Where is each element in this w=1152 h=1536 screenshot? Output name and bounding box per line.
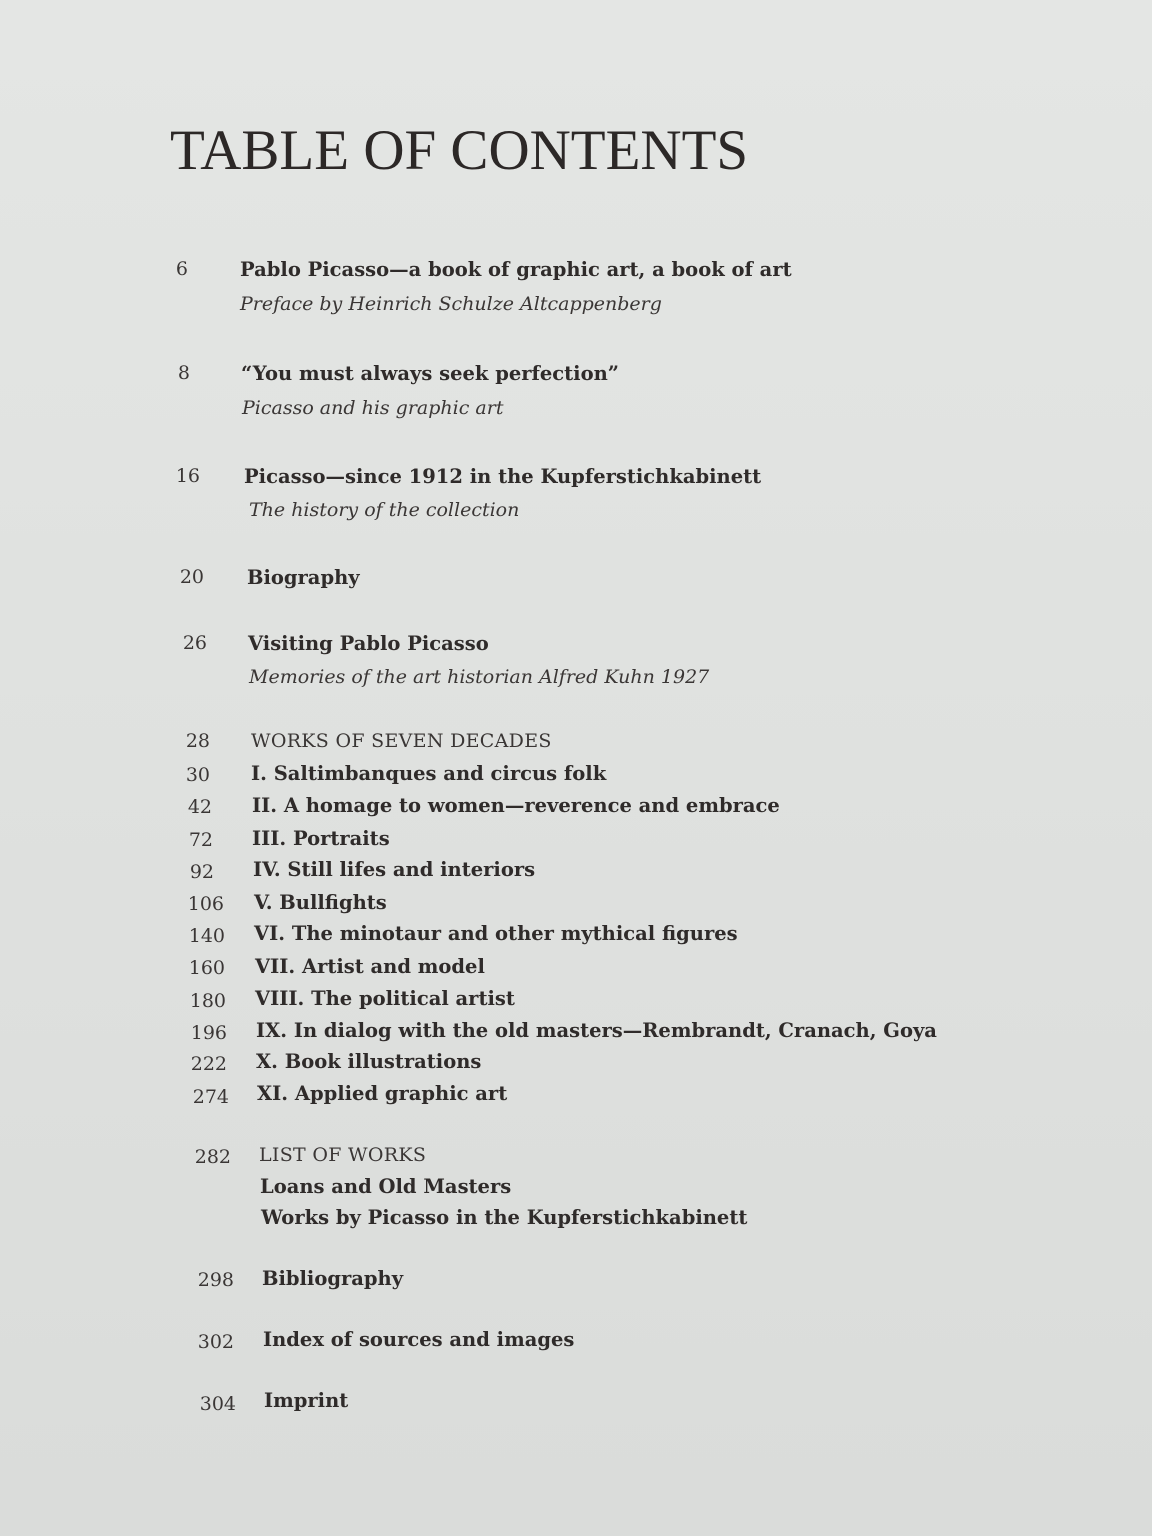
entry-subtitle: Preface by Heinrich Schulze Altcappenberg <box>240 293 662 315</box>
entry-title: III. Portraits <box>252 827 390 850</box>
section-heading: LIST OF WORKS <box>259 1144 427 1166</box>
page-number: 28 <box>185 730 210 752</box>
section-heading: WORKS OF SEVEN DECADES <box>251 730 552 752</box>
page-number: 180 <box>189 990 226 1012</box>
page-number: 92 <box>189 861 214 883</box>
page-number: 6 <box>175 258 188 280</box>
entry-title: X. Book illustrations <box>256 1050 482 1073</box>
page-number: 106 <box>187 893 224 915</box>
page-number: 222 <box>190 1053 227 1075</box>
page-number: 42 <box>187 796 212 818</box>
page-number: 298 <box>197 1269 234 1291</box>
entry-title: Pablo Picasso—a book of graphic art, a book of art <box>240 258 792 281</box>
entry-title: Index of sources and images <box>263 1328 575 1351</box>
page-number: 196 <box>190 1022 227 1044</box>
entry-title: VII. Artist and model <box>255 955 485 978</box>
page-number: 20 <box>179 566 204 588</box>
entry-title: V. Bullfights <box>254 891 387 914</box>
page-number: 8 <box>177 362 190 384</box>
entry-subtitle: Picasso and his graphic art <box>242 397 504 419</box>
page-number: 274 <box>192 1086 229 1108</box>
section-line: Works by Picasso in the Kupferstichkabinett <box>261 1206 748 1229</box>
entry-title: VI. The minotaur and other mythical figures <box>254 922 738 945</box>
entry-title: VIII. The political artist <box>255 987 515 1010</box>
entry-title: I. Saltimbanques and circus folk <box>251 762 607 785</box>
entry-title: Biography <box>247 566 360 589</box>
page-number: 302 <box>197 1331 234 1353</box>
page-number: 282 <box>194 1146 231 1168</box>
entry-subtitle: Memories of the art historian Alfred Kuhn 1927 <box>249 666 710 688</box>
page-number: 140 <box>188 925 225 947</box>
page-number: 304 <box>199 1393 236 1415</box>
page-number: 16 <box>175 465 200 487</box>
entry-subtitle: The history of the collection <box>249 499 520 521</box>
entry-title: IX. In dialog with the old masters—Rembrandt, Cranach, Goya <box>256 1019 937 1042</box>
entry-title: Bibliography <box>262 1267 404 1290</box>
page-number: 72 <box>188 829 213 851</box>
entry-title: “You must always seek perfection” <box>241 362 619 385</box>
page-number: 26 <box>182 632 207 654</box>
entry-title: II. A homage to women—reverence and embrace <box>252 794 780 817</box>
entry-title: XI. Applied graphic art <box>257 1082 508 1105</box>
page-number: 160 <box>188 957 225 979</box>
entry-title: Picasso—since 1912 in the Kupferstichkabinett <box>244 465 762 488</box>
entry-title: Visiting Pablo Picasso <box>248 632 489 655</box>
entry-title: Imprint <box>264 1389 349 1412</box>
section-line: Loans and Old Masters <box>260 1175 512 1198</box>
page-title: TABLE OF CONTENTS <box>170 119 749 182</box>
page-number: 30 <box>185 764 210 786</box>
entry-title: IV. Still lifes and interiors <box>253 858 536 881</box>
